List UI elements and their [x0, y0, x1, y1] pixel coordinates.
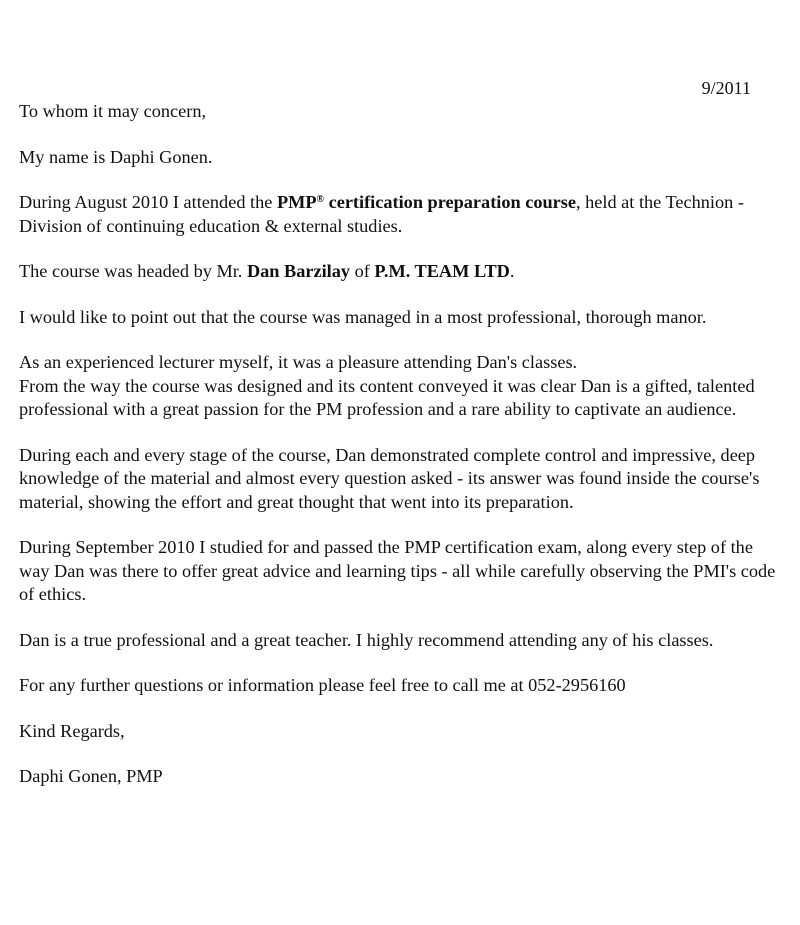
- letter-date: 9/2011: [701, 78, 751, 98]
- intro-paragraph: My name is Daphi Gonen.: [19, 146, 213, 167]
- course-text-before: During August 2010 I attended the: [19, 192, 277, 212]
- lecturer-name: Dan Barzilay: [246, 261, 351, 281]
- registered-mark: ®: [316, 194, 325, 205]
- recommend-paragraph: Dan is a true professional and a great teacher. I highly recommend attending any of his classes.: [19, 629, 714, 650]
- pmp-bold: PMP® certification preparation course: [276, 192, 576, 212]
- letter-body: [19, 100, 779, 811]
- closing: Kind Regards,: [19, 720, 125, 741]
- headed-paragraph: The course was headed by Mr. Dan Barzilay of P.M. TEAM LTD.: [19, 261, 515, 281]
- managed-paragraph: I would like to point out that the course was managed in a most professional, thorough manor.: [19, 306, 707, 327]
- course-text-after: , held at the Technion - Division of continuing education & external studies.: [19, 192, 744, 236]
- salutation: To whom it may concern,: [19, 101, 207, 121]
- company-name: P.M. TEAM LTD: [374, 261, 510, 281]
- contact-paragraph: For any further questions or information please feel free to call me at 052-2956160: [19, 675, 626, 695]
- exam-paragraph: During September 2010 I studied for and passed the PMP certification exam, along every step of the way Dan was there to offer great advice and learning tips - all while carefully observing the PMI's code of ethics.: [19, 537, 776, 604]
- signature: Daphi Gonen, PMP: [19, 766, 163, 786]
- stage-paragraph: During each and every stage of the course, Dan demonstrated complete control and impressive, deep knowledge of the material and almost every question asked - its answer was found inside the course's material, showing the effort and great thought that went into its preparation.: [19, 444, 760, 512]
- course-title-bold: certification preparation course: [324, 192, 576, 212]
- lecturer-paragraph-line2: From the way the course was designed and its content conveyed it was clear Dan is a gifted, talented professional with a great passion for the PM profession and a rare ability to captivate an audience.: [19, 375, 755, 419]
- lecturer-paragraph-line1: As an experienced lecturer myself, it was a pleasure attending Dan's classes.: [19, 352, 578, 372]
- course-paragraph: [19, 191, 779, 238]
